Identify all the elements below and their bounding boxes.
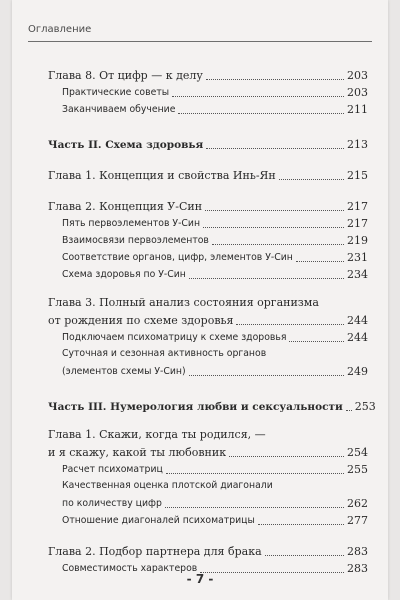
toc-entry-label-line-1: Суточная и сезонная активность органов bbox=[62, 348, 267, 359]
dot-leader bbox=[296, 261, 344, 262]
toc-entry-label: Пять первоэлементов У-Син bbox=[62, 218, 201, 229]
toc-entry-label: Глава 2. Подбор партнера для брака bbox=[48, 545, 262, 558]
toc-entry-part3-chapter-1 bbox=[48, 428, 368, 460]
toc-page-number: 277 bbox=[347, 514, 368, 527]
toc-entry-label-line-1: Глава 1. Скажи, когда ты родился, — bbox=[48, 428, 266, 441]
toc-entry-part-3 bbox=[48, 397, 376, 414]
dot-leader bbox=[346, 410, 352, 411]
toc-subentry bbox=[48, 347, 368, 379]
toc-entry-part2-chapter-1 bbox=[48, 166, 368, 183]
toc-page-number: 217 bbox=[347, 217, 368, 230]
toc-entry-chapter-8 bbox=[48, 66, 368, 83]
dot-leader bbox=[289, 341, 344, 342]
running-head: Оглавление bbox=[28, 24, 92, 35]
toc-entry-label-line-2: от рождения по схеме здоровья bbox=[48, 314, 234, 327]
toc-entry-label: Соответствие органов, цифр, элементов У-Син bbox=[62, 252, 293, 263]
toc-entry-label: Глава 2. Концепция У-Син bbox=[48, 200, 203, 213]
table-of-contents bbox=[48, 66, 376, 576]
toc-subentry bbox=[48, 479, 368, 511]
toc-page-number: 283 bbox=[347, 545, 368, 558]
toc-entry-part2-chapter-2 bbox=[48, 197, 368, 214]
toc-page-number: 219 bbox=[347, 234, 368, 247]
toc-subentry bbox=[48, 231, 368, 248]
toc-page-number: 203 bbox=[347, 86, 368, 99]
dot-leader bbox=[212, 244, 344, 245]
toc-entry-label-line-2: по количеству цифр bbox=[62, 498, 162, 509]
toc-subentry bbox=[48, 265, 368, 282]
toc-entry-label-line-2: и я скажу, какой ты любовник bbox=[48, 446, 227, 459]
dot-leader bbox=[178, 113, 344, 114]
toc-entry-label: Практические советы bbox=[62, 87, 170, 98]
toc-page-number: 255 bbox=[347, 463, 368, 476]
toc-page-number: 244 bbox=[347, 314, 368, 327]
toc-entry-label: Совместимость характеров bbox=[62, 563, 198, 574]
toc-page-number: 213 bbox=[347, 138, 368, 151]
dot-leader bbox=[165, 507, 344, 508]
toc-page-number: 234 bbox=[347, 268, 368, 281]
toc-page-number: 244 bbox=[347, 331, 368, 344]
page-number-footer: - 7 - bbox=[186, 572, 214, 586]
toc-page-number: 262 bbox=[347, 497, 368, 510]
toc-entry-label: Отношение диагоналей психоматрицы bbox=[62, 515, 255, 526]
dot-leader bbox=[172, 96, 344, 97]
dot-leader bbox=[258, 524, 344, 525]
dot-leader bbox=[189, 278, 344, 279]
toc-entry-label-line-1: Глава 3. Полный анализ состояния организма bbox=[48, 296, 319, 309]
toc-entry-label: Часть II. Схема здоровья bbox=[48, 139, 204, 151]
dot-leader bbox=[229, 456, 344, 457]
book-page bbox=[12, 0, 388, 600]
dot-leader bbox=[236, 324, 344, 325]
toc-subentry bbox=[48, 511, 368, 528]
toc-entry-label: Глава 1. Концепция и свойства Инь-Ян bbox=[48, 169, 276, 182]
toc-page-number: 249 bbox=[347, 365, 368, 378]
toc-subentry bbox=[48, 214, 368, 231]
toc-entry-label: Глава 8. От цифр — к делу bbox=[48, 69, 203, 82]
dot-leader bbox=[205, 210, 344, 211]
dot-leader bbox=[189, 375, 344, 376]
toc-entry-part3-chapter-2 bbox=[48, 542, 368, 559]
dot-leader bbox=[206, 79, 344, 80]
toc-page-number: 253 bbox=[354, 400, 376, 413]
toc-entry-label-line-1: Качественная оценка плотской диагонали bbox=[62, 480, 273, 491]
toc-page-number: 211 bbox=[347, 103, 368, 116]
toc-entry-label: Взаимосвязи первоэлементов bbox=[62, 235, 209, 246]
toc-page-number: 217 bbox=[347, 200, 368, 213]
dot-leader bbox=[203, 227, 344, 228]
header-rule bbox=[28, 41, 372, 42]
toc-entry-part2-chapter-3 bbox=[48, 296, 368, 328]
toc-page-number: 215 bbox=[347, 169, 368, 182]
toc-entry-label: Расчет психоматриц bbox=[62, 464, 163, 475]
dot-leader bbox=[206, 148, 344, 149]
toc-entry-label-line-2: (элементов схемы У-Син) bbox=[62, 366, 186, 377]
toc-subentry bbox=[48, 83, 368, 100]
dot-leader bbox=[265, 555, 344, 556]
toc-entry-label: Схема здоровья по У-Син bbox=[62, 269, 186, 280]
toc-entry-part-2 bbox=[48, 135, 368, 152]
toc-subentry bbox=[48, 460, 368, 477]
dot-leader bbox=[166, 473, 344, 474]
toc-subentry bbox=[48, 100, 368, 117]
dot-leader bbox=[279, 179, 344, 180]
toc-subentry bbox=[48, 248, 368, 265]
toc-page-number: 231 bbox=[347, 251, 368, 264]
toc-subentry bbox=[48, 328, 368, 345]
toc-entry-label: Заканчиваем обучение bbox=[62, 104, 176, 115]
toc-page-number: 254 bbox=[347, 446, 368, 459]
toc-entry-label: Часть III. Нумерология любви и сексуальности bbox=[48, 401, 343, 413]
toc-entry-label: Подключаем психоматрицу к схеме здоровья bbox=[62, 332, 287, 343]
toc-page-number: 203 bbox=[347, 69, 368, 82]
toc-page-number: 283 bbox=[347, 562, 368, 575]
